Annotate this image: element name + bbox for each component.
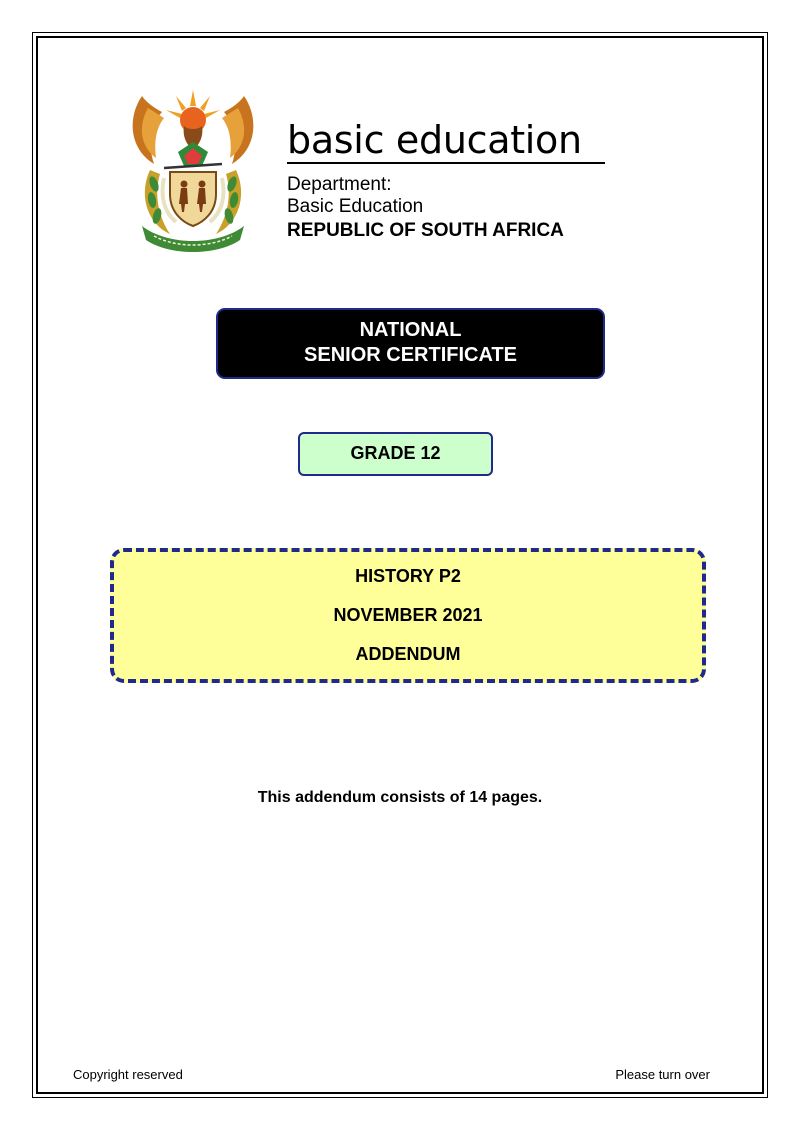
certificate-title-box xyxy=(216,308,605,379)
paper-subject: HISTORY P2 xyxy=(355,566,461,586)
country-name: REPUBLIC OF SOUTH AFRICA xyxy=(287,220,564,241)
footer-copyright: Copyright reserved xyxy=(73,1067,183,1082)
paper-type: ADDENDUM xyxy=(355,644,461,664)
page-count-note: This addendum consists of 14 pages. xyxy=(257,789,543,806)
department-label: Department: xyxy=(287,174,392,195)
brand-title: basic education xyxy=(287,118,582,162)
brand-block xyxy=(287,116,607,243)
grade-box: GRADE 12 xyxy=(298,432,493,476)
paper-info-box xyxy=(110,548,706,683)
certificate-line-2: SENIOR CERTIFICATE xyxy=(304,344,517,366)
paper-session: NOVEMBER 2021 xyxy=(333,605,483,625)
footer-turn-over: Please turn over xyxy=(615,1067,710,1082)
department-name: Basic Education xyxy=(287,196,424,217)
coat-of-arms-logo xyxy=(124,86,262,252)
certificate-line-1: NATIONAL xyxy=(359,319,462,341)
